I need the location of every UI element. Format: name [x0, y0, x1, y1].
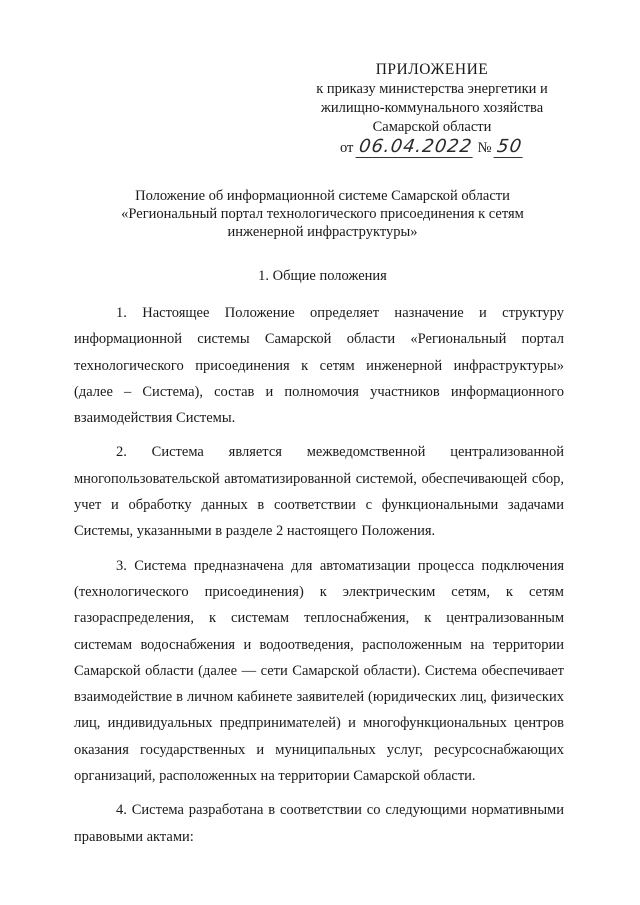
appendix-date-line [302, 137, 562, 159]
title-line: «Региональный портал технологического присоединения к сетям [121, 206, 524, 222]
title-line: Положение об информационной системе Самарской области [135, 188, 510, 204]
body-text [74, 300, 564, 858]
number-sign: № [477, 140, 492, 156]
handwritten-date: 06.04.2022 [356, 137, 476, 158]
title-line: инженерной инфраструктуры» [227, 224, 418, 240]
appendix-block [302, 60, 562, 159]
paragraph: 2. Система является межведомственной централизованной многопользовательской автоматизированной системой, обеспечивающей сбор, учет и обработку данных в соответствии с функциональными задачами Системы, указанными в разделе 2 настоящего Положения. [74, 444, 564, 540]
appendix-title: ПРИЛОЖЕНИЕ [375, 61, 489, 78]
paragraph: 3. Система предназначена для автоматизации процесса подключения (технологического присоединения) к электрическим сетям, к сетям газораспределения, к системам теплоснабжения, к централизованным системам водоснабжения и водоотведения, расположенным на территории Самарской области (далее — сети Самарской области). Система обеспечивает взаимодействие в личном кабинете заявителей (юридических лиц, физических лиц, индивидуальных предпринимателей) и многофункциональных центров оказания государственных и муниципальных услуг, ресурсоснабжающих организаций, расположенных на территории Самарской области. [74, 557, 564, 785]
section-heading: 1. Общие положения [258, 268, 387, 284]
appendix-line: жилищно-коммунального хозяйства [320, 100, 544, 116]
date-prefix: от [339, 140, 354, 156]
handwritten-number: 50 [494, 137, 526, 158]
paragraph: 1. Настоящее Положение определяет назначение и структуру информационной системы Самарской области «Региональный портал технологического присоединения к сетям инженерной инфраструктуры» (далее – Система), состав и полномочия участников информационного взаимодействия Системы. [74, 305, 564, 427]
appendix-line: к приказу министерства энергетики и [316, 81, 548, 97]
document-title [80, 187, 565, 241]
appendix-line: Самарской области [372, 119, 492, 135]
paragraph: 4. Система разработана в соответствии со следующими нормативными правовыми актами: [74, 802, 564, 845]
